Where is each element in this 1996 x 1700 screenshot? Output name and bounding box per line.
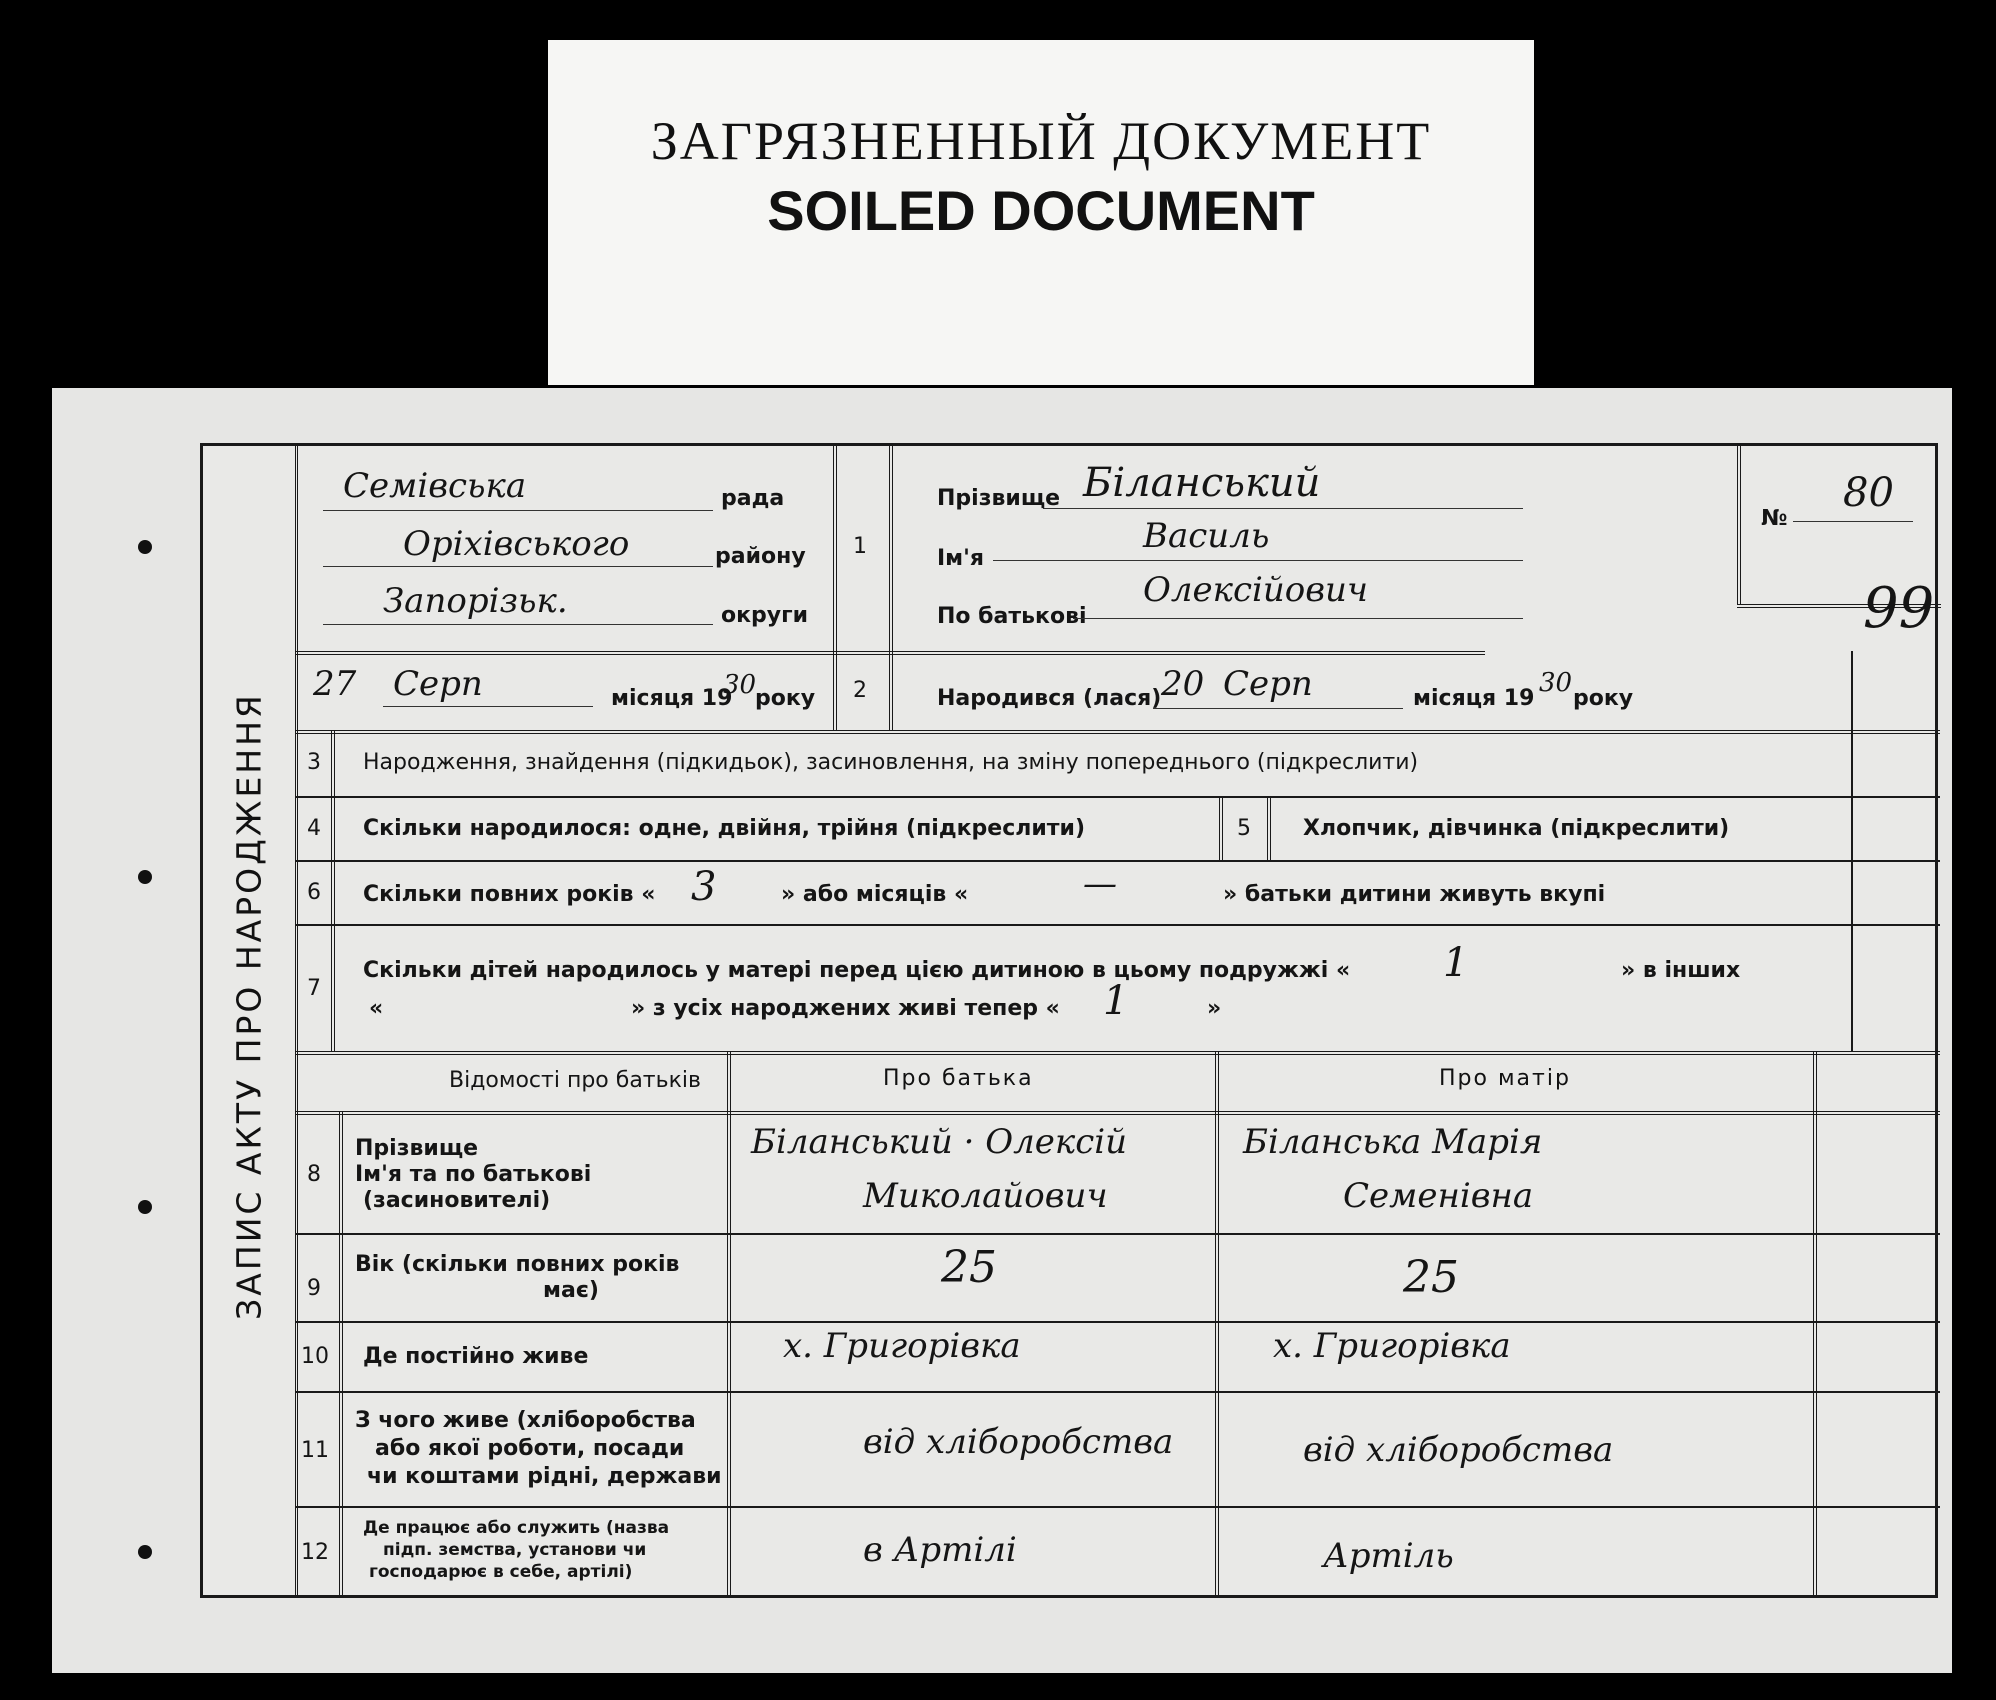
quote-close: » — [1207, 996, 1222, 1021]
father-age-value: 25 — [941, 1242, 997, 1293]
months-together-text: » або місяців « — [781, 882, 969, 907]
mother-workplace-value: Артіль — [1323, 1536, 1454, 1576]
banner-english-text: SOILED DOCUMENT — [767, 179, 1315, 242]
row-number: 8 — [307, 1162, 321, 1187]
row-number: 3 — [307, 750, 321, 775]
parent-name-label: (засиновителі) — [363, 1188, 551, 1213]
banner-russian-text: ЗАГРЯЗНЕННЫЙ ДОКУМЕНТ — [650, 111, 1432, 171]
occupation-label: З чого живе (хліборобства — [355, 1408, 696, 1433]
punch-hole-icon — [138, 1545, 152, 1559]
row-number: 7 — [307, 976, 321, 1001]
birth-month-value: Серп — [1223, 664, 1313, 704]
father-workplace-value: в Артілі — [863, 1530, 1017, 1570]
birth-date-label: Народився (лася) — [937, 686, 1162, 711]
birth-record-card — [52, 388, 1952, 1673]
row-number: 5 — [1237, 816, 1251, 841]
mother-patronymic-value: Семенівна — [1343, 1176, 1534, 1216]
patronymic-value: Олексійович — [1143, 570, 1369, 610]
quote-open: « — [369, 996, 384, 1021]
row-number: 4 — [307, 816, 321, 841]
father-name-value: Біланський · Олексій — [751, 1122, 1128, 1162]
birth-year-value: 30 — [1539, 668, 1573, 698]
workplace-label: підп. земства, установи чи — [383, 1540, 647, 1560]
patronymic-label: По батькові — [937, 604, 1087, 629]
birth-day-value: 20 — [1161, 664, 1205, 704]
previous-children-text: Скільки дітей народилось у матері перед цією дитиною в цьому подружжі « — [363, 958, 1351, 983]
birth-year-suffix: року — [1573, 686, 1634, 711]
living-children-value: 1 — [1103, 978, 1129, 1024]
record-number-label: № — [1761, 506, 1788, 531]
registration-year-suffix: року — [755, 686, 816, 711]
punch-hole-icon — [138, 540, 152, 554]
years-together-value: 3 — [691, 864, 717, 910]
mother-occupation-value: від хліборобства — [1303, 1430, 1614, 1470]
council-label: рада — [721, 486, 785, 511]
row-number: 11 — [301, 1438, 329, 1463]
vertical-title-bar — [203, 446, 298, 1595]
parents-together-text: » батьки дитини живуть вкупі — [1223, 882, 1606, 907]
parents-info-header: Відомості про батьків — [449, 1068, 701, 1093]
village-council-value: Семівська — [343, 466, 527, 506]
workplace-label: господарює в себе, артілі) — [369, 1562, 633, 1582]
age-label: має) — [543, 1278, 599, 1303]
previous-children-value: 1 — [1443, 940, 1469, 986]
district-value: Оріхівського — [403, 524, 630, 564]
other-marriages-text: » в інших — [1621, 958, 1741, 983]
okrug-value: Запорізьк. — [383, 581, 568, 621]
first-name-label: Ім'я — [937, 546, 985, 571]
occupation-label: чи коштами рідні, держави — [367, 1464, 722, 1489]
registration-month-label: місяця 19 — [611, 686, 733, 711]
age-label: Вік (скільки повних років — [355, 1252, 680, 1277]
sex-text: Хлопчик, дівчинка (підкреслити) — [1303, 816, 1730, 841]
form-title: ЗАПИС АКТУ ПРО НАРОДЖЕННЯ — [229, 692, 269, 1320]
row-number: 2 — [853, 678, 867, 703]
district-label: району — [715, 544, 806, 569]
row-number: 6 — [307, 880, 321, 905]
row-number: 10 — [301, 1344, 329, 1369]
parent-name-label: Ім'я та по батькові — [355, 1162, 592, 1187]
annotation-number: 99 — [1863, 576, 1935, 641]
months-together-value: — — [1083, 864, 1117, 904]
mother-column-header: Про матір — [1439, 1066, 1571, 1091]
mother-age-value: 25 — [1403, 1252, 1459, 1303]
surname-label: Прізвище — [937, 486, 1061, 511]
okrug-label: округи — [721, 603, 809, 628]
father-column-header: Про батька — [883, 1066, 1034, 1091]
father-occupation-value: від хліборобства — [863, 1422, 1174, 1462]
registration-year-value: 30 — [723, 670, 757, 700]
birth-month-label: місяця 19 — [1413, 686, 1535, 711]
birth-type-text: Народження, знайдення (підкидьок), засиновлення, на зміну попереднього (підкреслити) — [363, 750, 1419, 775]
mother-name-value: Біланська Марія — [1243, 1122, 1543, 1162]
father-patronymic-value: Миколайович — [863, 1176, 1108, 1216]
registration-day-value: 27 — [313, 664, 357, 704]
occupation-label: або якої роботи, посади — [375, 1436, 685, 1461]
row-number: 9 — [307, 1276, 321, 1301]
multiplicity-text: Скільки народилося: одне, двійня, трійня (підкреслити) — [363, 816, 1085, 841]
row-number: 1 — [853, 534, 867, 559]
mother-residence-value: х. Григорівка — [1273, 1326, 1511, 1366]
first-name-value: Василь — [1143, 516, 1270, 556]
registration-month-value: Серп — [393, 664, 483, 704]
row-number: 12 — [301, 1540, 329, 1565]
birth-record-form — [200, 443, 1938, 1598]
punch-hole-icon — [138, 870, 152, 884]
residence-label: Де постійно живе — [363, 1344, 589, 1369]
living-children-text: » з усіх народжених живі тепер « — [631, 996, 1060, 1021]
parent-name-label: Прізвище — [355, 1136, 479, 1161]
surname-value: Біланський — [1083, 460, 1321, 506]
record-number-value: 80 — [1843, 470, 1894, 516]
workplace-label: Де працює або служить (назва — [363, 1518, 670, 1538]
punch-hole-icon — [138, 1200, 152, 1214]
soiled-document-label — [548, 40, 1534, 385]
years-together-text: Скільки повних років « — [363, 882, 656, 907]
father-residence-value: х. Григорівка — [783, 1326, 1021, 1366]
